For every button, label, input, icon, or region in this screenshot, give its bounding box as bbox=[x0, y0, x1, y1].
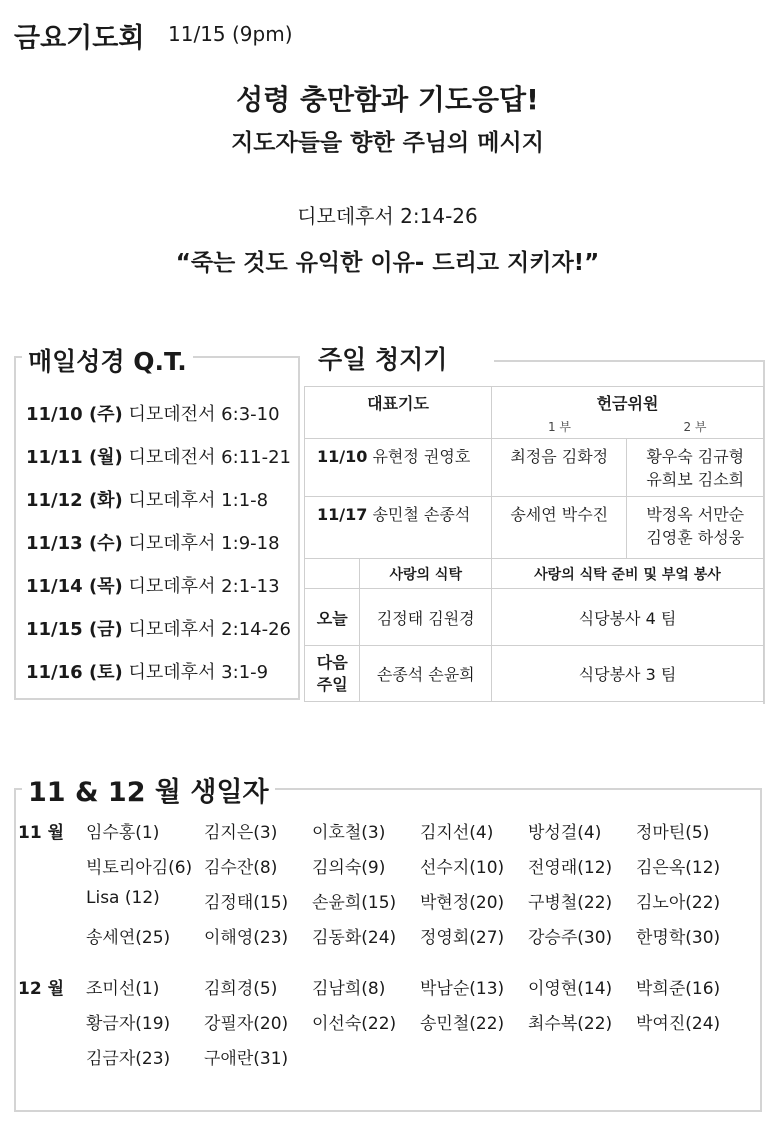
birthday-entry: 박희준(16) bbox=[636, 979, 721, 999]
qt-date: 11/15 (금) bbox=[26, 619, 123, 640]
birthday-entry: 김희경(5) bbox=[204, 979, 278, 999]
birthday-entry: 최수복(22) bbox=[528, 1014, 613, 1034]
empty-cell bbox=[305, 559, 360, 589]
birthday-entry: Lisa (12) bbox=[86, 888, 160, 908]
qt-passage: 디모데후서 1:9-18 bbox=[128, 533, 280, 554]
birthday-entry: 김지선(4) bbox=[420, 823, 494, 843]
birthday-entry: 김남희(8) bbox=[312, 979, 386, 999]
meal-names: 김정태 김원경 bbox=[360, 589, 492, 646]
kitchen-team: 식당봉사 3 팀 bbox=[491, 646, 763, 702]
service2-line: 황우숙 김규형 bbox=[646, 447, 745, 466]
sermon-quote: “죽는 것도 유익한 이유- 드리고 지키자!” bbox=[175, 250, 600, 276]
meal-label: 오늘 bbox=[305, 589, 360, 646]
qt-passage: 디모데전서 6:3-10 bbox=[128, 404, 280, 425]
meal-label bbox=[305, 646, 360, 702]
birthday-entry: 조미선(1) bbox=[86, 979, 160, 999]
birthday-entry: 김정태(15) bbox=[204, 893, 289, 913]
birthday-entry: 방성걸(4) bbox=[528, 823, 602, 843]
birthday-entry: 송민철(22) bbox=[420, 1014, 505, 1034]
birthday-entry: 손윤희(15) bbox=[312, 893, 397, 913]
qt-date: 11/16 (토) bbox=[26, 662, 123, 683]
service-1-label: 1 부 bbox=[547, 420, 571, 434]
birthday-entry: 박여진(24) bbox=[636, 1014, 721, 1034]
prayer-cell bbox=[305, 439, 492, 497]
birthday-entry: 빅토리아김(6) bbox=[86, 858, 193, 878]
birthday-entry: 이호철(3) bbox=[312, 823, 386, 843]
meeting-date: 11/15 (9pm) bbox=[168, 22, 293, 46]
qt-row bbox=[26, 658, 268, 684]
qt-row bbox=[26, 615, 291, 641]
row-prayer: 유현정 권영호 bbox=[372, 447, 471, 466]
birthday-entry: 김동화(24) bbox=[312, 928, 397, 948]
sunday-heading: 주일 청지기 bbox=[310, 340, 455, 376]
birthday-entry: 송세연(25) bbox=[86, 928, 171, 948]
birthday-entry: 정마틴(5) bbox=[636, 823, 710, 843]
month-label-november: 11 월 bbox=[18, 823, 64, 843]
service2-line: 박정옥 서만순 bbox=[646, 505, 745, 524]
birthday-entry: 강승주(30) bbox=[528, 928, 613, 948]
qt-passage: 디모데후서 2:1-13 bbox=[128, 576, 280, 597]
scripture-reference: 디모데후서 2:14-26 bbox=[297, 204, 478, 228]
birthday-entry: 구애란(31) bbox=[204, 1049, 289, 1069]
service1-cell: 송세연 박수진 bbox=[491, 497, 626, 559]
birthday-entry: 이선숙(22) bbox=[312, 1014, 397, 1034]
prayer-cell bbox=[305, 497, 492, 559]
offering-header-label: 헌금위원 bbox=[596, 394, 659, 413]
qt-row bbox=[26, 443, 291, 469]
birthday-entry: 박남순(13) bbox=[420, 979, 505, 999]
birthday-entry: 김지은(3) bbox=[204, 823, 278, 843]
birthday-entry: 김은옥(12) bbox=[636, 858, 721, 878]
birthday-entry: 김노아(22) bbox=[636, 893, 721, 913]
service2-line: 유희보 김소희 bbox=[646, 470, 745, 489]
birthday-entry: 한명학(30) bbox=[636, 928, 721, 948]
birthday-entry: 김수잔(8) bbox=[204, 858, 278, 878]
meal-header: 사랑의 식탁 bbox=[360, 559, 492, 589]
service-2-label: 2 부 bbox=[683, 420, 707, 434]
page-title: 금요기도회 bbox=[14, 23, 145, 54]
qt-row bbox=[26, 529, 280, 555]
table-header-row bbox=[305, 387, 764, 439]
qt-row bbox=[26, 486, 268, 512]
qt-date: 11/11 (월) bbox=[26, 447, 123, 468]
birthday-entry: 이영현(14) bbox=[528, 979, 613, 999]
sunday-table bbox=[304, 386, 764, 702]
headline-primary: 성령 충만함과 기도응답! bbox=[236, 83, 539, 116]
service2-line: 김영훈 하성웅 bbox=[646, 528, 745, 547]
birthday-entry: 선수지(10) bbox=[420, 858, 505, 878]
qt-date: 11/14 (목) bbox=[26, 576, 123, 597]
service1-cell: 최정음 김화정 bbox=[491, 439, 626, 497]
meal-names: 손종석 손윤희 bbox=[360, 646, 492, 702]
table-row bbox=[305, 439, 764, 497]
offering-header bbox=[491, 387, 763, 439]
birthday-entry: 강필자(20) bbox=[204, 1014, 289, 1034]
service2-cell bbox=[627, 497, 764, 559]
birthday-heading: 11 & 12 월 생일자 bbox=[22, 770, 275, 809]
row-prayer: 송민철 손종석 bbox=[372, 505, 471, 524]
month-label-december: 12 월 bbox=[18, 979, 64, 999]
birthday-entry: 김의숙(9) bbox=[312, 858, 386, 878]
qt-row bbox=[26, 572, 280, 598]
sunday-divider bbox=[494, 360, 764, 362]
kitchen-team: 식당봉사 4 팀 bbox=[491, 589, 763, 646]
kitchen-header: 사랑의 식탁 준비 및 부엌 봉사 bbox=[491, 559, 763, 589]
qt-passage: 디모데후서 1:1-8 bbox=[128, 490, 269, 511]
table-row bbox=[305, 646, 764, 702]
prayer-header: 대표기도 bbox=[305, 387, 492, 439]
table-row bbox=[305, 497, 764, 559]
qt-row bbox=[26, 400, 280, 426]
meal-label-line: 다음 bbox=[316, 652, 348, 672]
table-row bbox=[305, 589, 764, 646]
meal-header-row bbox=[305, 559, 764, 589]
qt-passage: 디모데후서 2:14-26 bbox=[128, 619, 291, 640]
birthday-entry: 김금자(23) bbox=[86, 1049, 171, 1069]
birthday-entry: 전영래(12) bbox=[528, 858, 613, 878]
row-date: 11/17 bbox=[317, 505, 368, 524]
qt-date: 11/12 (화) bbox=[26, 490, 123, 511]
birthday-entry: 이해영(23) bbox=[204, 928, 289, 948]
birthday-entry: 임수홍(1) bbox=[86, 823, 160, 843]
birthday-entry: 박현정(20) bbox=[420, 893, 505, 913]
qt-date: 11/13 (수) bbox=[26, 533, 123, 554]
service2-cell bbox=[627, 439, 764, 497]
qt-passage: 디모데전서 6:11-21 bbox=[128, 447, 291, 468]
headline-secondary: 지도자들을 향한 주님의 메시지 bbox=[231, 130, 544, 156]
qt-passage: 디모데후서 3:1-9 bbox=[128, 662, 269, 683]
row-date: 11/10 bbox=[317, 447, 368, 466]
birthday-entry: 정영회(27) bbox=[420, 928, 505, 948]
birthday-entry: 황금자(19) bbox=[86, 1014, 171, 1034]
meal-label-line: 주일 bbox=[316, 674, 348, 694]
birthday-entry: 구병철(22) bbox=[528, 893, 613, 913]
qt-heading: 매일성경 Q.T. bbox=[22, 342, 193, 378]
qt-date: 11/10 (주) bbox=[26, 404, 123, 425]
